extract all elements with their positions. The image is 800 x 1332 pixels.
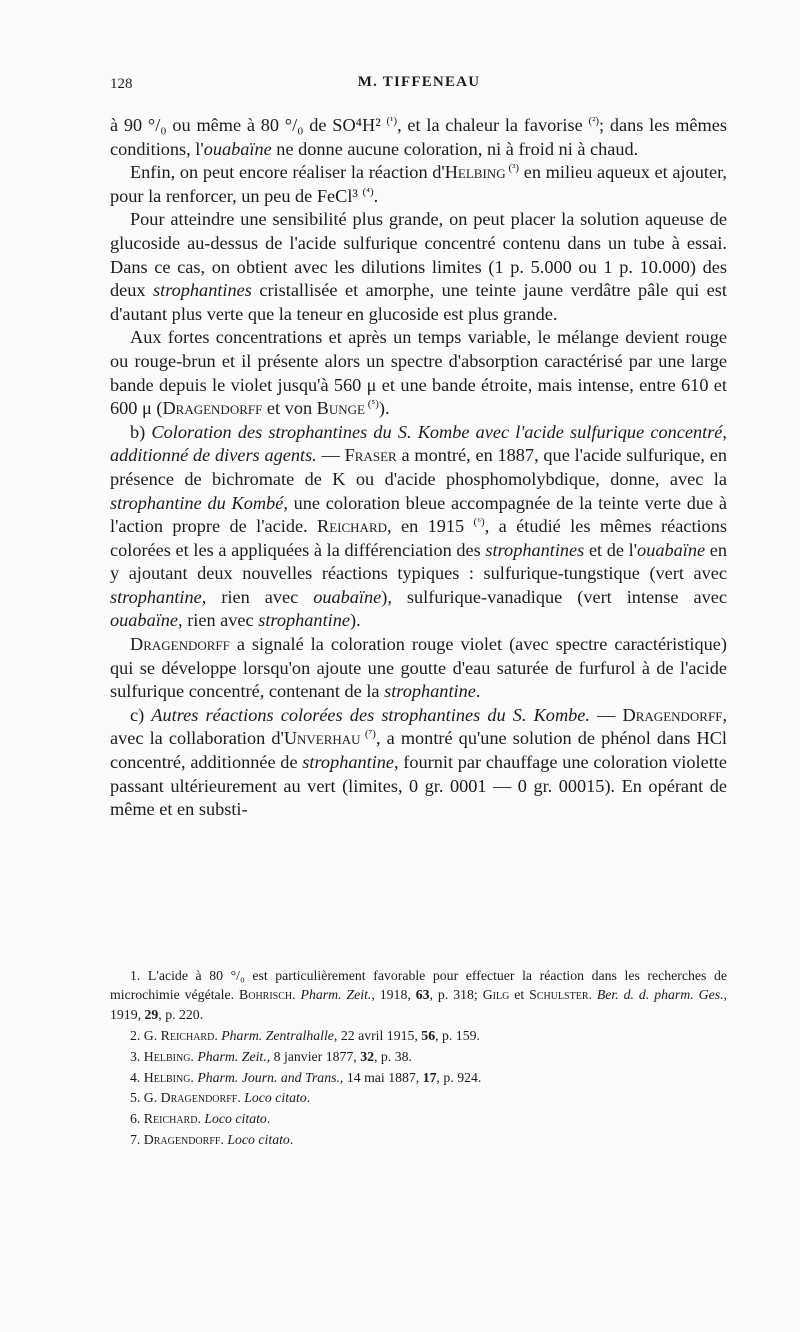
page-number: 128 xyxy=(110,76,133,92)
footnote-3: 3. Helbing. Pharm. Zeit., 8 janvier 1877, 32, p. 38. xyxy=(130,1048,412,1064)
footnotes xyxy=(110,966,727,1151)
paragraph-5: b) Coloration des strophantines du S. Kombe avec l'acide sulfurique concentré, additionné de divers agents. — Fraser a montré, en 1887, que l'acide sulfurique, en présence de bichromate de K ou d'acide phosphomolybdique, donne, avec la strophantine du Kombé, une coloration bleue accompagnée de la teinte verte due à l'action propre de l'acide. Reichard, en 1915 $^{(^6)}$, a étudié les mêmes réactions colorées et les a appliquées à la différenciation des strophantines et de l'ouabaïne en y ajoutant deux nouvelles réactions typiques : sulfurique-tungstique (vert avec strophantine, rien avec ouabaïne), sulfurique-vanadique (vert intense avec ouabaïne, rien avec strophantine). xyxy=(110,421,728,631)
paragraph-2: Enfin, on peut encore réaliser la réaction d'Helbing $^{(^3)}$ en milieu aqueux et ajouter, pour la renforcer, un peu de FeCl³ $^{(^4)}$. xyxy=(110,162,727,206)
footnote-2: 2. G. Reichard. Pharm. Zentralhalle, 22 avril 1915, 56, p. 159. xyxy=(130,1027,480,1043)
footnote-1: 1. L'acide à 80 °/₀ est particulièrement favorable pour effectuer la réaction dans les recherches de microchimie végétale. Bohrisch. Pharm. Zeit., 1918, 63, p. 318; Gilg et Schulster. Ber. d. d. pharm. Ges., 1919, 29, p. 220. xyxy=(110,968,727,1022)
main-text xyxy=(110,114,727,822)
paragraph-4: Aux fortes concentrations et après un temps variable, le mélange devient rouge ou rouge-brun et il présente alors un spectre d'absorption caractérisé par une large bande depuis le violet jusqu'à 560 μ et une bande étroite, mais intense, entre 610 et 600 μ (Dragendorff et von Bunge $^{(^5)}$). xyxy=(110,327,727,419)
footnote-7: 7. Dragendorff. Loco citato. xyxy=(130,1132,294,1148)
footnote-ref-2[interactable]: (²) xyxy=(588,114,600,127)
footnote-6: 6. Reichard. Loco citato. xyxy=(130,1111,271,1127)
paragraph-1: à 90 °/₀ ou même à 80 °/₀ de SO⁴H² $^{(^1)}$, et la chaleur la favorise $^{(^2)}$; dans les mêmes conditions, l'ouabaïne ne donne aucune coloration, ni à froid ni à chaud. xyxy=(110,114,727,159)
footnote-ref-1[interactable]: (¹) xyxy=(386,114,398,127)
footnote-ref-7[interactable]: (⁷) xyxy=(360,728,376,741)
footnote-ref-5[interactable]: (⁵) xyxy=(364,398,379,411)
footnote-5: 5. G. Dragendorff. Loco citato. xyxy=(130,1090,311,1106)
footnote-ref-6[interactable]: (⁶) xyxy=(473,516,485,528)
running-head: M. TIFFENEAU xyxy=(357,74,481,90)
footnote-4: 4. Helbing. Pharm. Journ. and Trans., 14 mai 1887, 17, p. 924. xyxy=(130,1069,482,1085)
page-header xyxy=(110,74,728,98)
section-heading-c: Autres réactions colorées des strophantines du S. Kombe. xyxy=(151,704,590,725)
paragraph-7: c) Autres réactions colorées des strophantines du S. Kombe. — Dragendorff, avec la collaboration d'Unverhau $^{(^7)}$, a montré qu'une solution de phénol dans HCl concentré, additionnée de strophantine, fournit par chauffage une coloration violette passant ultérieurement au vert (limites, 0 gr. 0001 — 0 gr. 00015). En opérant de même et en substi- xyxy=(110,704,728,820)
footnote-ref-3[interactable]: (³) xyxy=(505,162,520,175)
paragraph-6: Dragendorff a signalé la coloration rouge violet (avec spectre caractéristique) qui se développe lorsqu'on ajoute une goutte d'eau saturée de furfurol à de l'acide sulfurique concentré, contenant de la strophantine. xyxy=(110,634,727,702)
section-heading-b: Coloration des strophantines du S. Kombe avec l'acide sulfurique concentré, additionné de divers agents. xyxy=(110,421,727,466)
footnote-ref-4[interactable]: (⁴) xyxy=(362,185,374,198)
paragraph-3: Pour atteindre une sensibilité plus grande, on peut placer la solution aqueuse de glucoside au-dessus de l'acide sulfurique concentré contenu dans un tube à essai. Dans ce cas, on obtient avec les dilutions limites (1 p. 5.000 ou 1 p. 10.000) des deux strophantines cristallisée et amorphe, une teinte jaune verdâtre pâle qui est d'autant plus verte que la teneur en glucoside est plus grande. xyxy=(110,209,727,324)
